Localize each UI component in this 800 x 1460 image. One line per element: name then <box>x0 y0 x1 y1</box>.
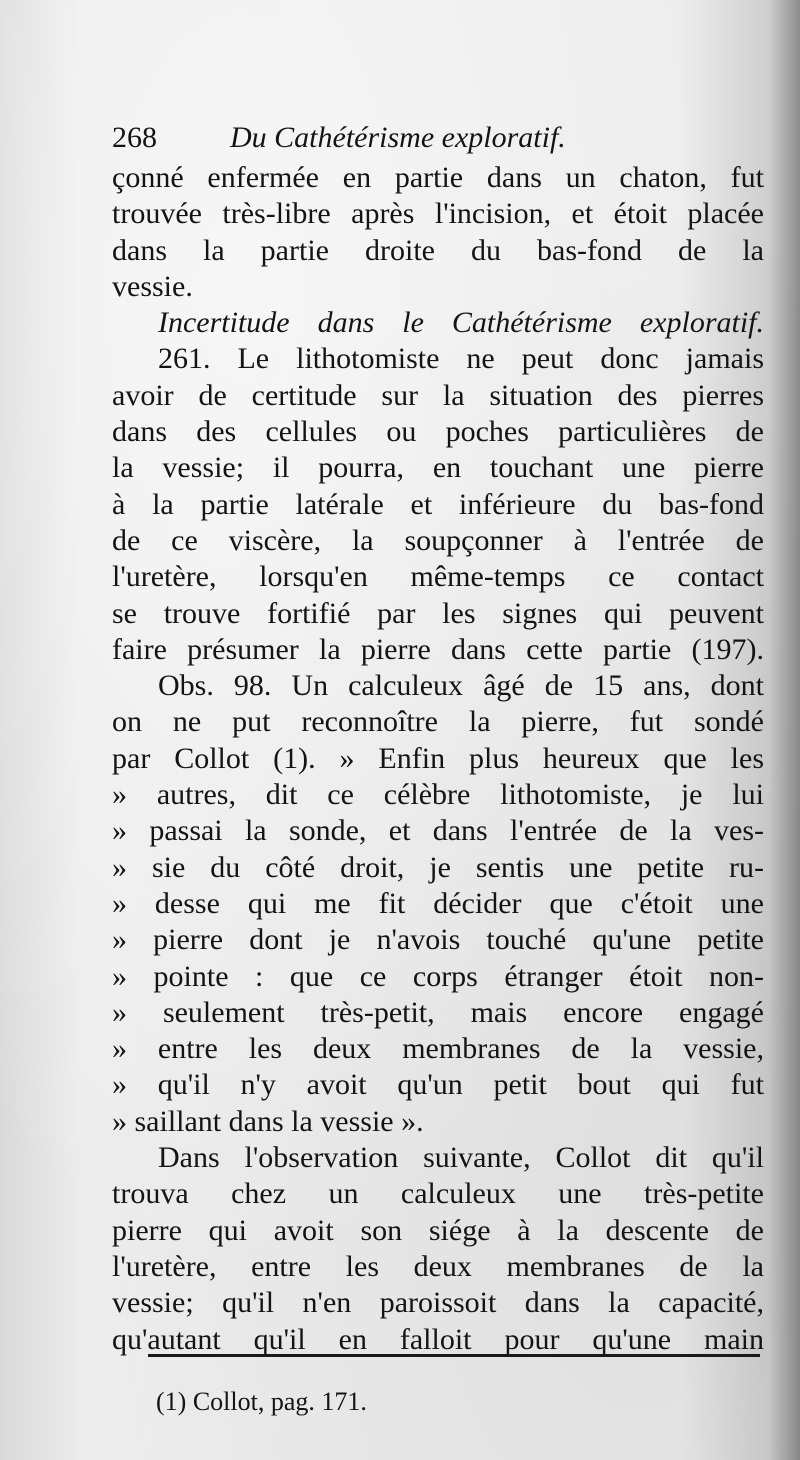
text-line: trouva chez un calculeux une très-petite <box>112 1177 764 1211</box>
text-line: avoir de certitude sur la situation des pierres <box>112 378 764 412</box>
paragraph-start: Dans l'observation suivante, Collot dit qu'il <box>158 1141 764 1175</box>
text-line: on ne put reconnoître la pierre, fut sondé <box>112 705 764 739</box>
text-line: de ce viscère, la soupçonner à l'entrée de <box>112 523 764 557</box>
quote-line: » pierre dont je n'avois touché qu'une petite <box>112 923 764 957</box>
quote-line: » autres, dit ce célèbre lithotomiste, je lui <box>112 778 764 812</box>
text-line: qu'autant qu'il en falloit pour qu'une main <box>112 1322 764 1356</box>
text-line: faire présumer la pierre dans cette partie (197). <box>112 632 764 666</box>
quote-line: » saillant dans la vessie ». <box>112 1104 424 1138</box>
quote-line: » sie du côté droit, je sentis une petite ru- <box>112 850 764 884</box>
observation-start: Obs. 98. Un calculeux âgé de 15 ans, dont <box>158 669 764 703</box>
text-line: se trouve fortifié par les signes qui peuvent <box>112 596 764 630</box>
text-line: trouvée très-libre après l'incision, et étoit placée <box>112 197 764 231</box>
quote-line: » desse qui me fit décider que c'étoit une <box>112 886 764 920</box>
footnote: (1) Collot, pag. 171. <box>156 1387 367 1416</box>
page-header <box>112 116 752 160</box>
text-line: par Collot (1). » Enfin plus heureux que les <box>112 741 764 775</box>
text-line: vessie; qu'il n'en paroissoit dans la capacité, <box>112 1286 764 1320</box>
quote-line: » qu'il n'y avoit qu'un petit bout qui fut <box>112 1068 764 1102</box>
section-heading: Incertitude dans le Cathétérisme exploratif. <box>158 306 764 340</box>
quote-line: » entre les deux membranes de la vessie, <box>112 1032 764 1066</box>
text-line: la vessie; il pourra, en touchant une pierre <box>112 451 764 485</box>
text-line: dans des cellules ou poches particulières de <box>112 415 764 449</box>
paragraph-start: 261. Le lithotomiste ne peut donc jamais <box>158 342 764 376</box>
quote-line: » seulement très-petit, mais encore engagé <box>112 995 764 1029</box>
page-number: 268 <box>112 121 157 154</box>
footnote-divider <box>148 1354 760 1357</box>
quote-line: » pointe : que ce corps étranger étoit non- <box>112 959 764 993</box>
text-line: l'uretère, entre les deux membranes de la <box>112 1249 764 1283</box>
text-line: à la partie latérale et inférieure du bas-fond <box>112 487 764 521</box>
text-line: pierre qui avoit son siége à la descente de <box>112 1213 764 1247</box>
text-line: dans la partie droite du bas-fond de la <box>112 233 764 267</box>
quote-line: » passai la sonde, et dans l'entrée de la ves- <box>112 814 764 848</box>
text-line: çonné enfermée en partie dans un chaton, fut <box>112 161 764 194</box>
body-text <box>112 160 764 1358</box>
text-line: l'uretère, lorsqu'en même-temps ce contact <box>112 560 764 594</box>
running-title: Du Cathétérisme exploratif. <box>230 121 566 154</box>
text-line: vessie. <box>112 269 193 303</box>
